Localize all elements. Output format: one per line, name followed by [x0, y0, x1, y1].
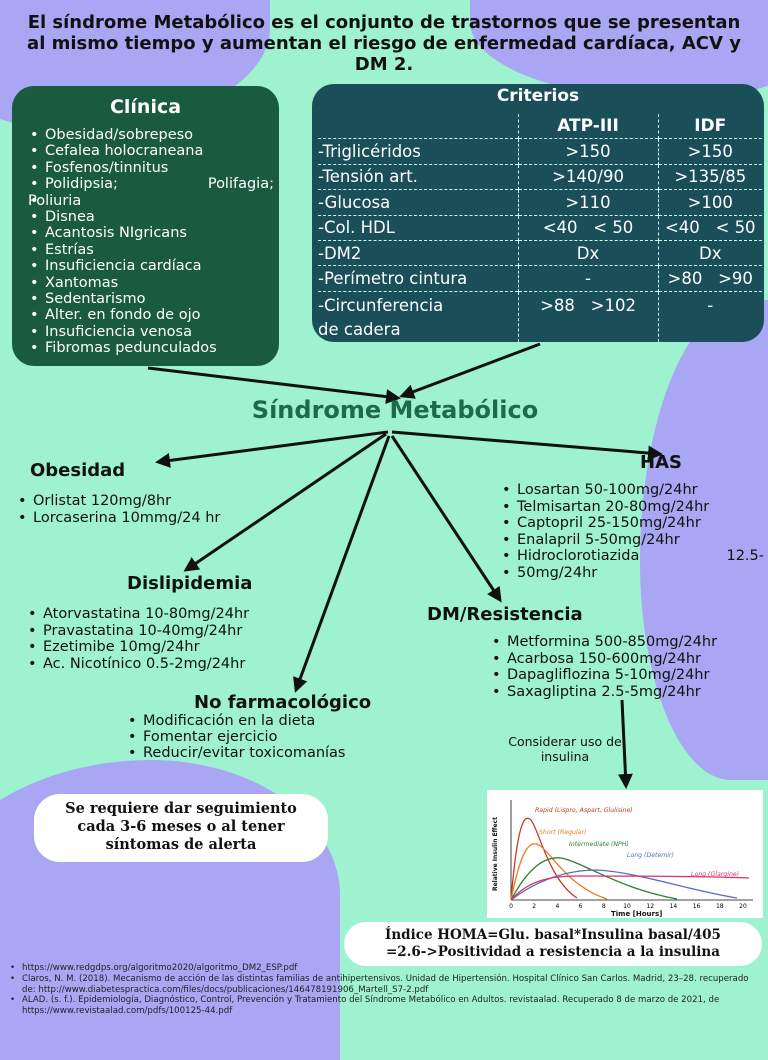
main-title: Síndrome Metabólico	[251, 396, 539, 424]
list-item: • Fibromas pedunculados	[28, 340, 274, 356]
curve-long-glargine	[511, 876, 749, 900]
atp-value: Dx	[518, 240, 658, 265]
idf-value: Dx	[658, 240, 762, 265]
idf-value: <40 < 50	[658, 215, 762, 240]
x-tick-label: 6	[578, 903, 583, 910]
list-item: • Disnea	[28, 209, 274, 225]
list-item: • Fosfenos/tinnitus	[28, 160, 274, 176]
clinica-title: Clínica	[109, 96, 182, 118]
arrow-clinica	[148, 368, 398, 398]
dm-title: DM/Resistencia	[427, 604, 583, 625]
graph-x-ticks	[509, 903, 747, 910]
row-label: -Col. HDL	[318, 215, 518, 240]
list-item: • Ac. Nicotínico 0.5-2mg/24hr	[26, 656, 306, 673]
list-item: • Telmisartan 20-80mg/24hr	[500, 499, 764, 516]
label-short: Short (Regular)	[539, 829, 587, 836]
idf-value: >100	[658, 190, 762, 215]
nofarm-list	[126, 713, 396, 761]
x-tick-label: 4	[555, 903, 560, 910]
x-tick-label: 12	[646, 903, 655, 910]
atp-value: >140/90	[518, 164, 658, 189]
list-item: • Obesidad/sobrepeso	[28, 127, 274, 143]
x-tick-label: 18	[715, 903, 724, 910]
col-header-idf: IDF	[694, 116, 727, 137]
arrow-has	[392, 432, 660, 454]
list-item: • Insuficiencia cardíaca	[28, 258, 274, 274]
x-tick-label: 0	[509, 903, 513, 910]
insulin-note: Considerar uso de insulina	[508, 734, 622, 764]
list-item: • Metformina 500-850mg/24hr	[490, 634, 760, 651]
idf-value: >80 >90	[658, 266, 762, 291]
list-item: • Enalapril 5-50mg/24hr	[500, 532, 764, 549]
idf-value: >135/85	[658, 164, 762, 189]
atp-value: >110	[518, 190, 658, 215]
row-label-line: de cadera	[318, 319, 401, 339]
list-item: • Fomentar ejercicio	[126, 729, 396, 745]
list-item: • Estrías	[28, 242, 274, 258]
insulin-graph-svg	[487, 790, 763, 918]
row-label: -Glucosa	[318, 190, 518, 215]
list-item: • Dapagliflozina 5-10mg/24hr	[490, 667, 760, 684]
list-item: • Alter. en fondo de ojo	[28, 307, 274, 323]
list-item: • Reducir/evitar toxicomanías	[126, 745, 396, 761]
list-item-continued	[500, 565, 764, 582]
graph-ylabel: Relative Insulin Effect	[492, 816, 499, 892]
has-list	[500, 482, 764, 581]
graph-xlabel: Time [Hours]	[611, 910, 663, 918]
list-item: • Saxagliptina 2.5-5mg/24hr	[490, 684, 760, 701]
dm-list	[490, 634, 760, 700]
references-list	[10, 963, 758, 1017]
list-item: • Xantomas	[28, 275, 274, 291]
list-item: • Atorvastatina 10-80mg/24hr	[26, 606, 306, 623]
curve-short	[511, 844, 607, 900]
obesidad-list	[16, 493, 276, 526]
list-item: • Ezetimibe 10mg/24hr	[26, 639, 306, 656]
x-tick-label: 2	[532, 903, 537, 910]
x-tick-label: 8	[601, 903, 606, 910]
row-label: -Triglicéridos	[318, 139, 518, 164]
list-item: • Sedentarismo	[28, 291, 274, 307]
list-item: • Cefalea holocraneana	[28, 143, 274, 159]
label-rapid: Rapid (Lispro, Aspart, Glulisine)	[535, 807, 633, 814]
col-header-atp: ATP-III	[518, 114, 658, 139]
x-tick-label: 16	[692, 903, 701, 910]
list-item-text: Poliuria	[28, 192, 82, 209]
list-item: • Captopril 25-150mg/24hr	[500, 515, 764, 532]
row-label: -Perímetro cintura	[318, 266, 518, 291]
obesidad-title: Obesidad	[30, 460, 126, 481]
page-title: El síndrome Metabólico es el conjunto de trastornos que se presentan al mismo tiempo y aumentan el riesgo de enfermedad cardíaca, ACV y DM 2.	[27, 12, 741, 75]
arrow-nofarm	[296, 436, 389, 690]
atp-value: >88 >102	[518, 291, 658, 342]
list-item: • Losartan 50-100mg/24hr	[500, 482, 764, 499]
list-item: • Acarbosa 150-600mg/24hr	[490, 651, 760, 668]
list-item: • Hidroclorotiazida 12.5-	[500, 548, 764, 565]
arrow-dm	[392, 436, 500, 600]
followup-text: Se requiere dar seguimiento cada 3-6 meses o al tener síntomas de alerta	[65, 800, 297, 853]
list-item: • Modificación en la dieta	[126, 713, 396, 729]
list-item: • Acantosis NIgricans	[28, 225, 274, 241]
x-tick-label: 14	[669, 903, 678, 910]
followup-bubble	[34, 794, 328, 862]
criterios-title: Criterios	[496, 86, 580, 106]
reference-item: • ALAD. (s. f.). Epidemiología, Diagnóstico, Control, Prevención y Tratamiento del Síndrome Metabólico en Adultos. revistaalad. Recuperado 8 de marzo de 2021, de https://www.revistaalad.com/pdfs/100125-44.pdf	[10, 995, 758, 1017]
atp-value: <40 < 50	[518, 215, 658, 240]
label-long-glargine: Long (Glargine)	[691, 871, 740, 878]
homa-bubble	[344, 922, 762, 966]
has-title: HAS	[640, 452, 682, 473]
homa-line-1: Índice HOMA=Glu. basal*Insulina basal/405	[385, 927, 721, 943]
list-item-text: 50mg/24hr	[517, 564, 598, 581]
list-item: • Pravastatina 10-40mg/24hr	[26, 623, 306, 640]
idf-value: -	[658, 291, 762, 342]
x-tick-label: 20	[739, 903, 747, 910]
reference-item: • https://www.redgdps.org/algoritmo2020/algoritmo_DM2_ESP.pdf	[10, 963, 758, 974]
list-item: • Insuficiencia venosa	[28, 324, 274, 340]
homa-line-2: =2.6->Positividad a resistencia a la insulina	[385, 944, 720, 960]
nofarm-title: No farmacológico	[194, 692, 372, 713]
list-item: • Lorcaserina 10mmg/24 hr	[16, 510, 276, 527]
label-intermediate: Intermediate (NPH)	[569, 841, 629, 848]
list-item: • Polidipsia; Polifagia;	[28, 176, 274, 192]
atp-value: >150	[518, 139, 658, 164]
insulin-graph	[487, 790, 763, 918]
reference-item: • Claros, N. M. (2018). Mecanismo de acción de las distintas familias de antihipertensivos. Unidad de Hipertensión. Hospital Clínico San Carlos. Madrid, 23–28. recuperado de: http://www.diabetespractica.com/files/docs/publicaciones/146478191906_Martell_S7-2.pdf	[10, 974, 758, 996]
idf-value: >150	[658, 139, 762, 164]
arrow-criterios	[402, 344, 540, 396]
row-label: -DM2	[318, 240, 518, 265]
atp-value: -	[518, 266, 658, 291]
row-label: -Tensión art.	[318, 164, 518, 189]
dislipidemia-list	[26, 606, 306, 672]
list-item: • Orlistat 120mg/8hr	[16, 493, 276, 510]
row-label-line: -Circunferencia	[318, 295, 444, 315]
x-tick-label: 10	[623, 903, 631, 910]
label-long-detemir: Long (Detemir)	[627, 852, 674, 859]
dislipidemia-title: Dislipidemia	[127, 573, 253, 594]
